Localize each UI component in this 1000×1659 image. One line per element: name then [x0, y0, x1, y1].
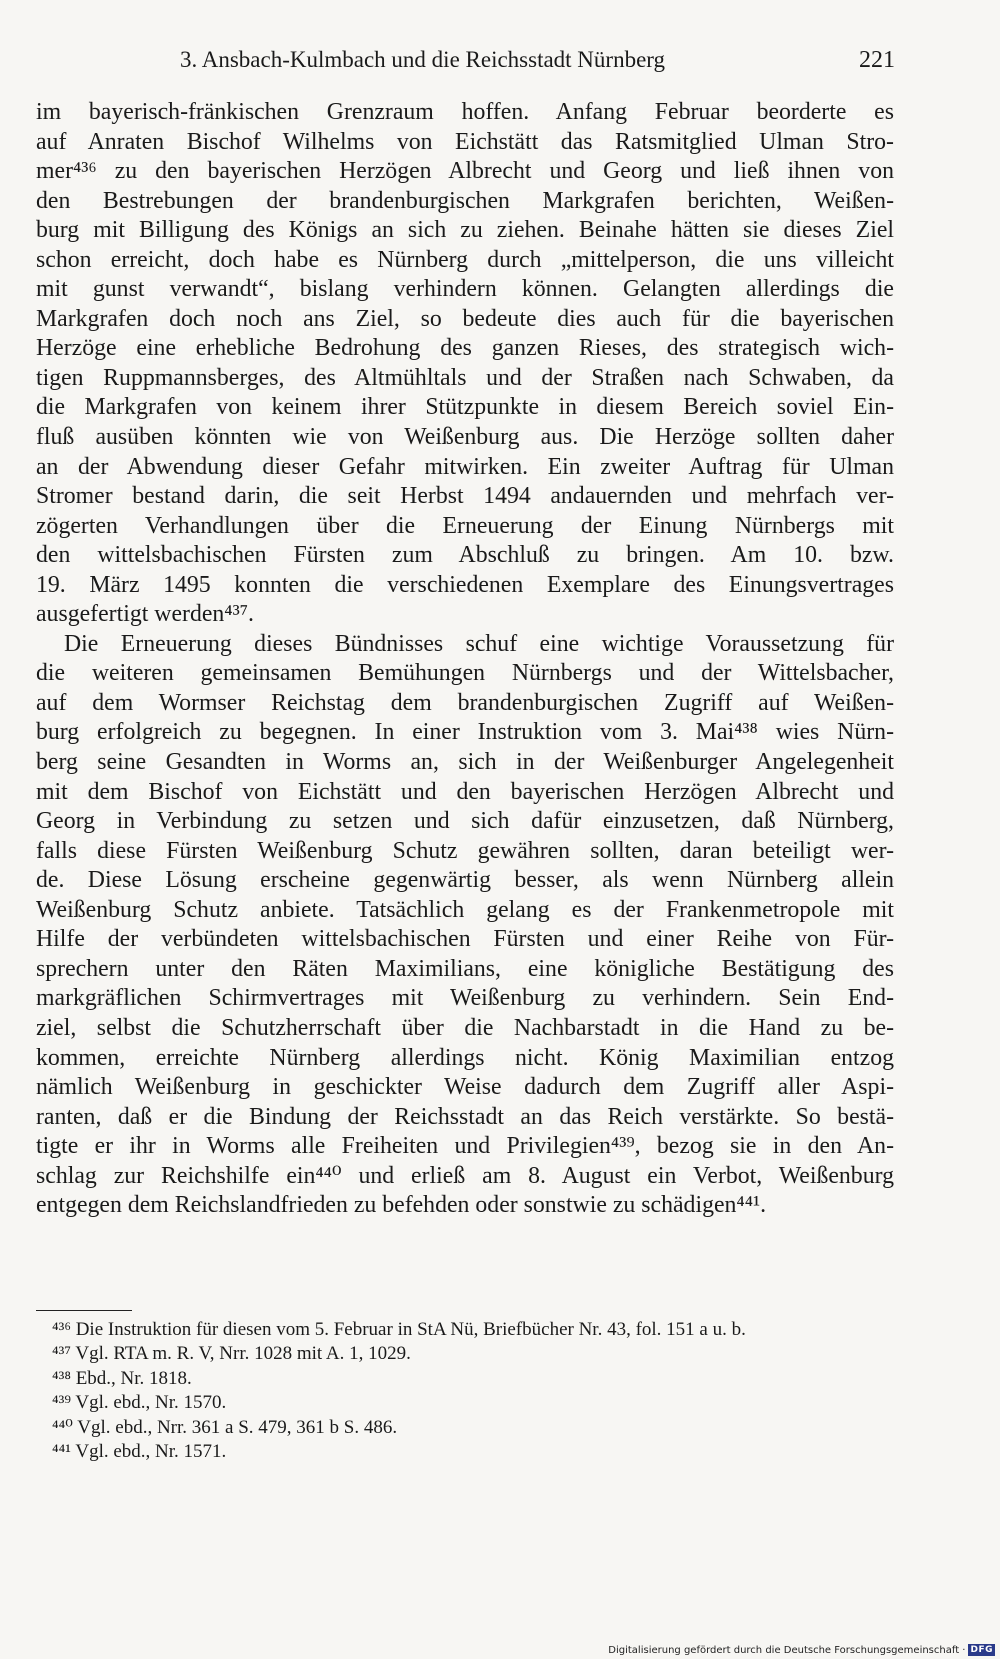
body-line: burg erfolgreich zu begegnen. In einer Instruktion vom 3. Mai⁴³⁸ wies Nürn- — [36, 719, 894, 746]
digitization-credit — [608, 1644, 995, 1656]
body-line: de. Diese Lösung erscheine gegenwärtig besser, als wenn Nürnberg allein — [36, 867, 894, 894]
body-line: nämlich Weißenburg in geschickter Weise dadurch dem Zugriff aller Aspi- — [36, 1074, 894, 1101]
paragraph-end-line: entgegen dem Reichslandfrieden zu befehden oder sonstwie zu schädigen⁴⁴¹. — [36, 1192, 767, 1219]
body-line: sprechern unter den Räten Maximilians, eine königliche Bestätigung des — [36, 955, 894, 982]
body-line: schon erreicht, doch habe es Nürnberg durch „mittelperson, die uns villeicht — [36, 246, 894, 273]
body-line: ziel, selbst die Schutzherrschaft über die Nachbarstadt in die Hand zu be- — [36, 1014, 894, 1041]
footnote-438: ⁴³⁸ Ebd., Nr. 1818. — [52, 1367, 192, 1389]
body-line: auf dem Wormser Reichstag dem brandenburgischen Zugriff auf Weißen- — [36, 689, 894, 716]
body-line: mer⁴³⁶ zu den bayerischen Herzögen Albrecht und Georg und ließ ihnen von — [36, 158, 894, 185]
page-header — [180, 44, 895, 76]
body-line: falls diese Fürsten Weißenburg Schutz gewähren sollten, daran beteiligt wer- — [36, 837, 894, 864]
body-line: tigte er ihr in Worms alle Freiheiten und Privilegien⁴³⁹, bezog sie in den An- — [36, 1133, 894, 1160]
footnotes — [52, 1318, 897, 1464]
body-line: den Bestrebungen der brandenburgischen Markgrafen berichten, Weißen- — [36, 187, 894, 214]
body-line: Stromer bestand darin, die seit Herbst 1494 andauernden und mehrfach ver- — [36, 483, 894, 510]
body-line: Hilfe der verbündeten wittelsbachischen Fürsten und einer Reihe von Für- — [36, 926, 894, 953]
footnote-436: ⁴³⁶ Die Instruktion für diesen vom 5. Februar in StA Nü, Briefbücher Nr. 43, fol. 151 a u. b. — [52, 1319, 746, 1340]
body-text — [36, 98, 894, 1221]
body-line: berg seine Gesandten in Worms an, sich in der Weißenburger Angelegenheit — [36, 749, 894, 776]
body-line: zögerten Verhandlungen über die Erneuerung der Einung Nürnbergs mit — [36, 512, 894, 539]
body-line: kommen, erreichte Nürnberg allerdings nicht. König Maximilian entzog — [36, 1044, 894, 1071]
footnote-439: ⁴³⁹ Vgl. ebd., Nr. 1570. — [52, 1392, 227, 1414]
body-line: im bayerisch-fränkischen Grenzraum hoffen. Anfang Februar beorderte es — [36, 99, 894, 125]
paragraph-start-line: Die Erneuerung dieses Bündnisses schuf eine wichtige Voraussetzung für — [64, 630, 894, 657]
footnote-divider — [36, 1310, 132, 1311]
page-number: 221 — [859, 47, 895, 73]
body-line: an der Abwendung dieser Gefahr mitwirken. Ein zweiter Auftrag für Ulman — [36, 453, 894, 480]
body-line: tigen Ruppmannsberges, des Altmühltals und der Straßen nach Schwaben, da — [36, 364, 894, 391]
body-line: Weißenburg Schutz anbiete. Tatsächlich gelang es der Frankenmetropole mit — [36, 896, 894, 923]
body-line: burg mit Billigung des Königs an sich zu ziehen. Beinahe hätten sie dieses Ziel — [36, 217, 894, 244]
body-line: schlag zur Reichshilfe ein⁴⁴⁰ und erließ am 8. August ein Verbot, Weißenburg — [36, 1162, 894, 1189]
body-line: Georg in Verbindung zu setzen und sich dafür einzusetzen, daß Nürnberg, — [36, 808, 894, 835]
body-line: Herzöge eine erhebliche Bedrohung des ganzen Rieses, des strategisch wich- — [36, 335, 894, 362]
body-line: die Markgrafen von keinem ihrer Stützpunkte in diesem Bereich soviel Ein- — [36, 394, 894, 421]
body-line: markgräflichen Schirmvertrages mit Weißenburg zu verhindern. Sein End- — [36, 985, 894, 1012]
body-line: Markgrafen doch noch ans Ziel, so bedeute dies auch für die bayerischen — [36, 305, 894, 332]
body-line: ranten, daß er die Bindung der Reichsstadt an das Reich verstärkte. So bestä- — [36, 1103, 894, 1130]
body-line: die weiteren gemeinsamen Bemühungen Nürnbergs und der Wittelsbacher, — [36, 660, 894, 687]
body-line: 19. März 1495 konnten die verschiedenen Exemplare des Einungsvertrages — [36, 571, 894, 598]
body-line: mit gunst verwandt“, bislang verhindern können. Gelangten allerdings die — [36, 276, 894, 303]
dfg-logo: DFG — [970, 1645, 993, 1655]
footnote-441: ⁴⁴¹ Vgl. ebd., Nr. 1571. — [52, 1440, 227, 1462]
body-line: den wittelsbachischen Fürsten zum Abschluß zu bringen. Am 10. bzw. — [36, 542, 894, 569]
paragraph-end-line: ausgefertigt werden⁴³⁷. — [36, 601, 254, 628]
running-title: 3. Ansbach-Kulmbach und die Reichsstadt Nürnberg — [180, 47, 666, 72]
body-line: mit dem Bischof von Eichstätt und den bayerischen Herzögen Albrecht und — [36, 778, 894, 805]
footnote-440: ⁴⁴⁰ Vgl. ebd., Nrr. 361 a S. 479, 361 b S. 486. — [52, 1416, 398, 1438]
credit-text: Digitalisierung gefördert durch die Deutsche Forschungsgemeinschaft · — [608, 1644, 966, 1656]
footnote-437: ⁴³⁷ Vgl. RTA m. R. V, Nrr. 1028 mit A. 1, 1029. — [52, 1343, 411, 1365]
body-line: auf Anraten Bischof Wilhelms von Eichstätt das Ratsmitglied Ulman Stro- — [36, 128, 894, 155]
body-line: fluß ausüben könnten wie von Weißenburg aus. Die Herzöge sollten daher — [36, 424, 894, 451]
